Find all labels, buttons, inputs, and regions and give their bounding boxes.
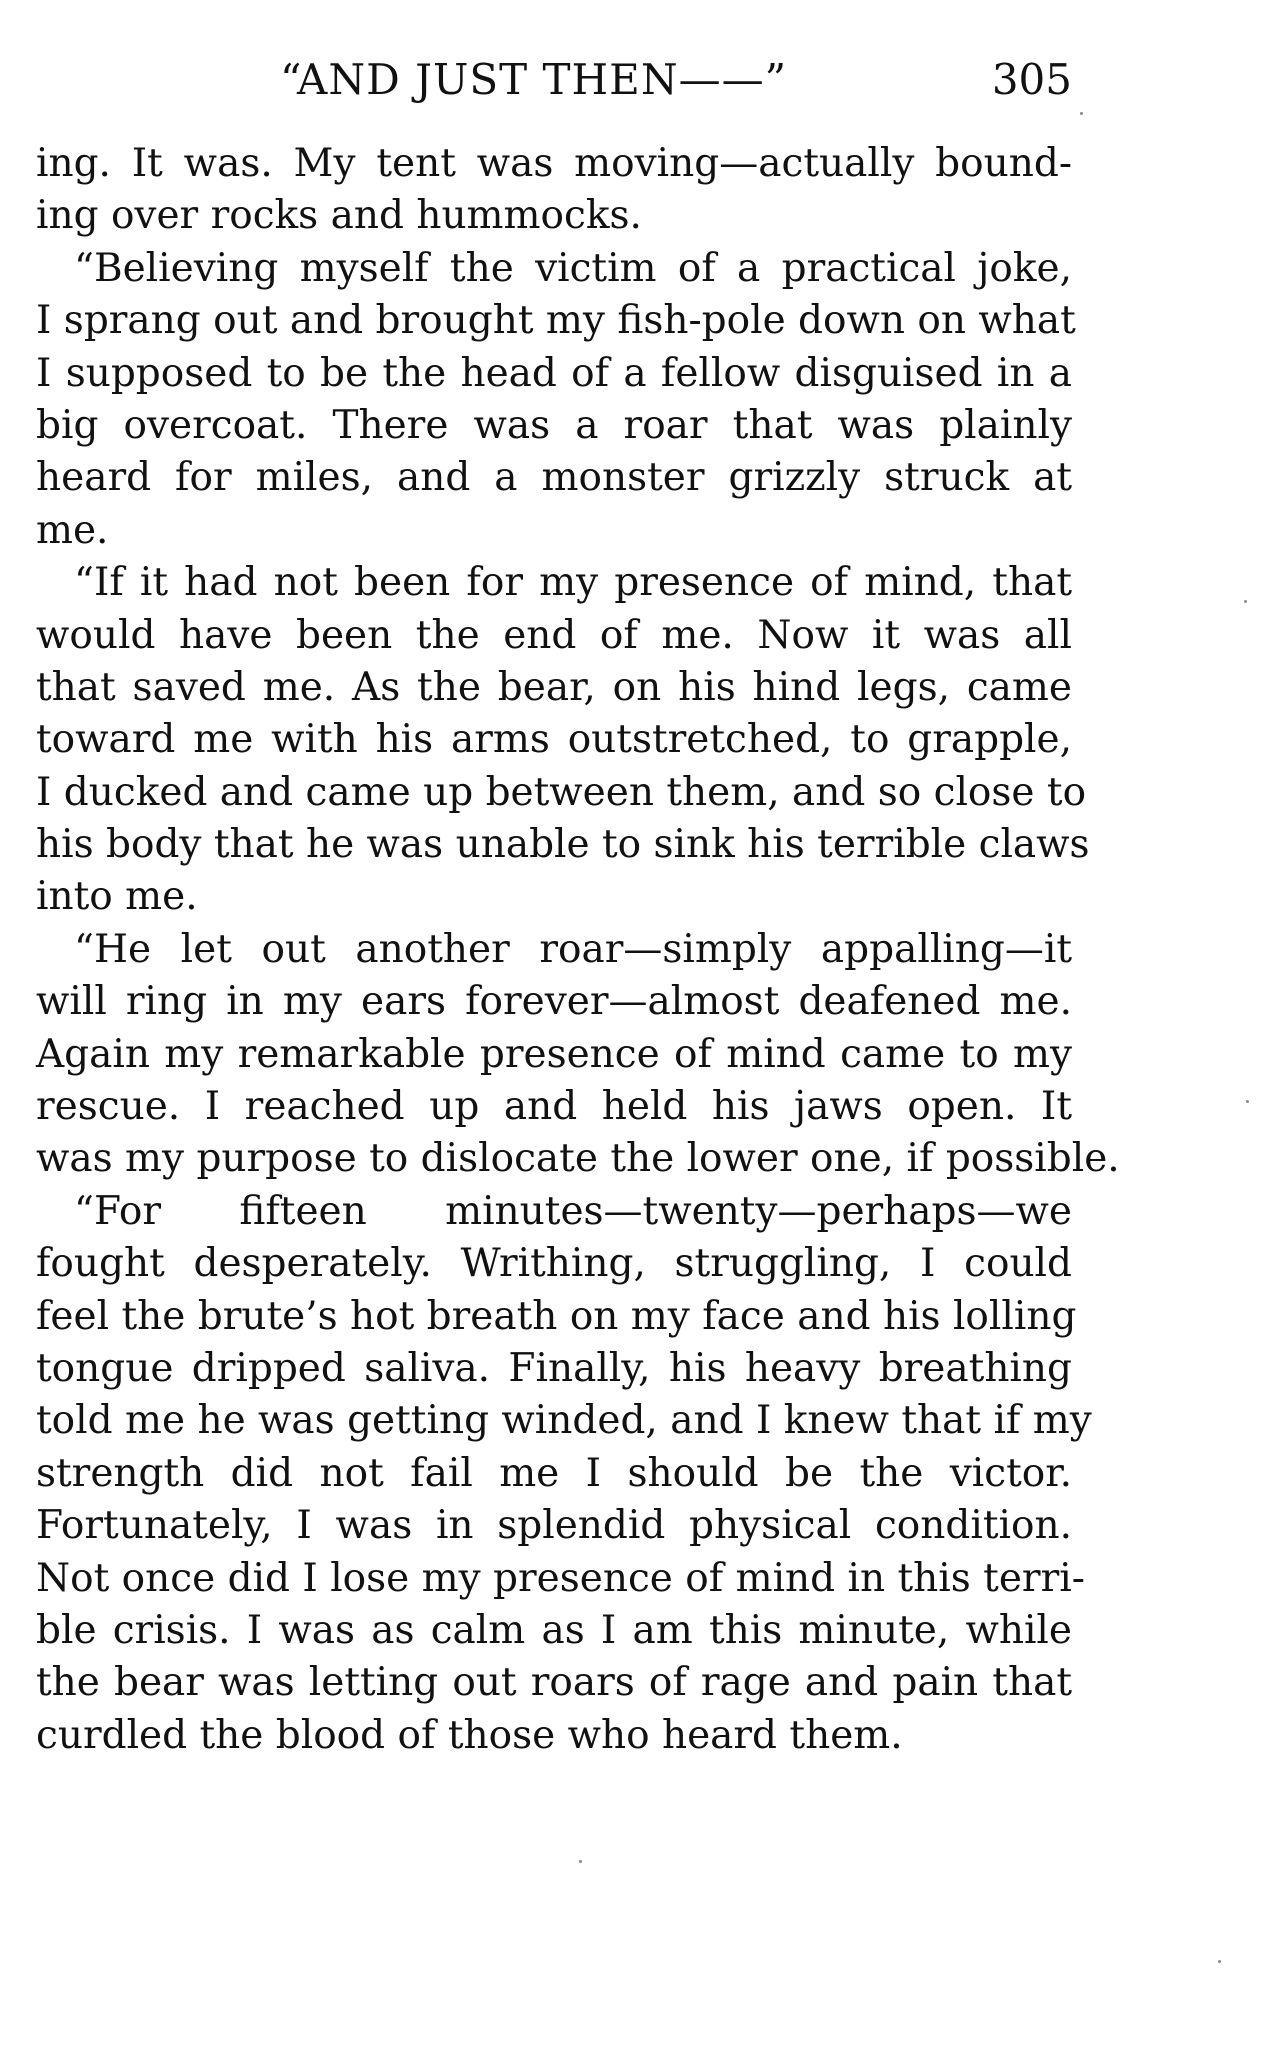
text-line: me.: [36, 507, 109, 553]
running-head: [36, 55, 1072, 115]
text-line: was my purpose to dislocate the lower one, if possible.: [36, 1136, 1120, 1182]
text-line: I supposed to be the head of a fellow disguised in a: [36, 350, 1072, 396]
text-line: Not once did I lose my presence of mind in this terri-: [36, 1555, 1085, 1601]
paragraph: [36, 924, 1120, 1186]
running-title: “AND JUST THEN——”: [280, 55, 788, 104]
paper-speck: [1246, 1100, 1249, 1103]
text-line: I sprang out and brought my fish-pole down on what: [36, 298, 1076, 344]
text-line: curdled the blood of those who heard them.: [36, 1712, 903, 1758]
text-line: “Believing myself the victim of a practical joke,: [74, 245, 1072, 291]
text-line: “For fifteen minutes—twenty—perhaps—we: [74, 1188, 1072, 1234]
paper-speck: [1080, 112, 1083, 115]
text-line: ing. It was. My tent was moving—actually bound-: [36, 141, 1072, 186]
text-line: that saved me. As the bear, on his hind legs, came: [36, 664, 1072, 710]
text-line: I ducked and came up between them, and so close to: [36, 769, 1087, 815]
text-line: strength did not fail me I should be the victor.: [36, 1450, 1072, 1496]
text-line: “He let out another roar—simply appalling—it: [74, 926, 1072, 972]
body-text: [36, 138, 1120, 1762]
paragraph: [36, 557, 1090, 924]
text-line: into me.: [36, 874, 198, 920]
paper-speck: [579, 1860, 582, 1863]
text-line: the bear was letting out roars of rage and pain that: [36, 1660, 1072, 1706]
text-line: ble crisis. I was as calm as I am this minute, while: [36, 1607, 1072, 1653]
text-line: Fortunately, I was in splendid physical condition.: [36, 1503, 1072, 1549]
text-line: will ring in my ears forever—almost deafened me.: [36, 979, 1072, 1025]
text-line: rescue. I reached up and held his jaws open. It: [36, 1084, 1072, 1130]
paper-speck: [1218, 1960, 1221, 1963]
text-line: told me he was getting winded, and I knew that if my: [36, 1398, 1092, 1444]
text-line: Again my remarkable presence of mind came to my: [36, 1031, 1072, 1077]
text-line: ing over rocks and hummocks.: [36, 193, 642, 239]
text-line: tongue dripped saliva. Finally, his heavy breathing: [36, 1345, 1072, 1391]
text-line: big overcoat. There was a roar that was plainly: [36, 402, 1072, 448]
text-line: toward me with his arms outstretched, to grapple,: [36, 717, 1072, 763]
paragraph: [36, 1186, 1092, 1762]
paragraph: [36, 243, 1076, 557]
text-line: feel the brute’s hot breath on my face and his lolling: [36, 1293, 1077, 1339]
paper-speck: [1244, 600, 1247, 603]
text-line: would have been the end of me. Now it was all: [36, 612, 1072, 658]
text-line: fought desperately. Writhing, struggling, I could: [36, 1241, 1072, 1287]
text-line: his body that he was unable to sink his terrible claws: [36, 822, 1090, 868]
page-number: 305: [991, 55, 1072, 104]
text-line: heard for miles, and a monster grizzly struck at: [36, 455, 1072, 501]
paragraph: [36, 138, 1072, 243]
text-line: “If it had not been for my presence of mind, that: [74, 560, 1072, 606]
